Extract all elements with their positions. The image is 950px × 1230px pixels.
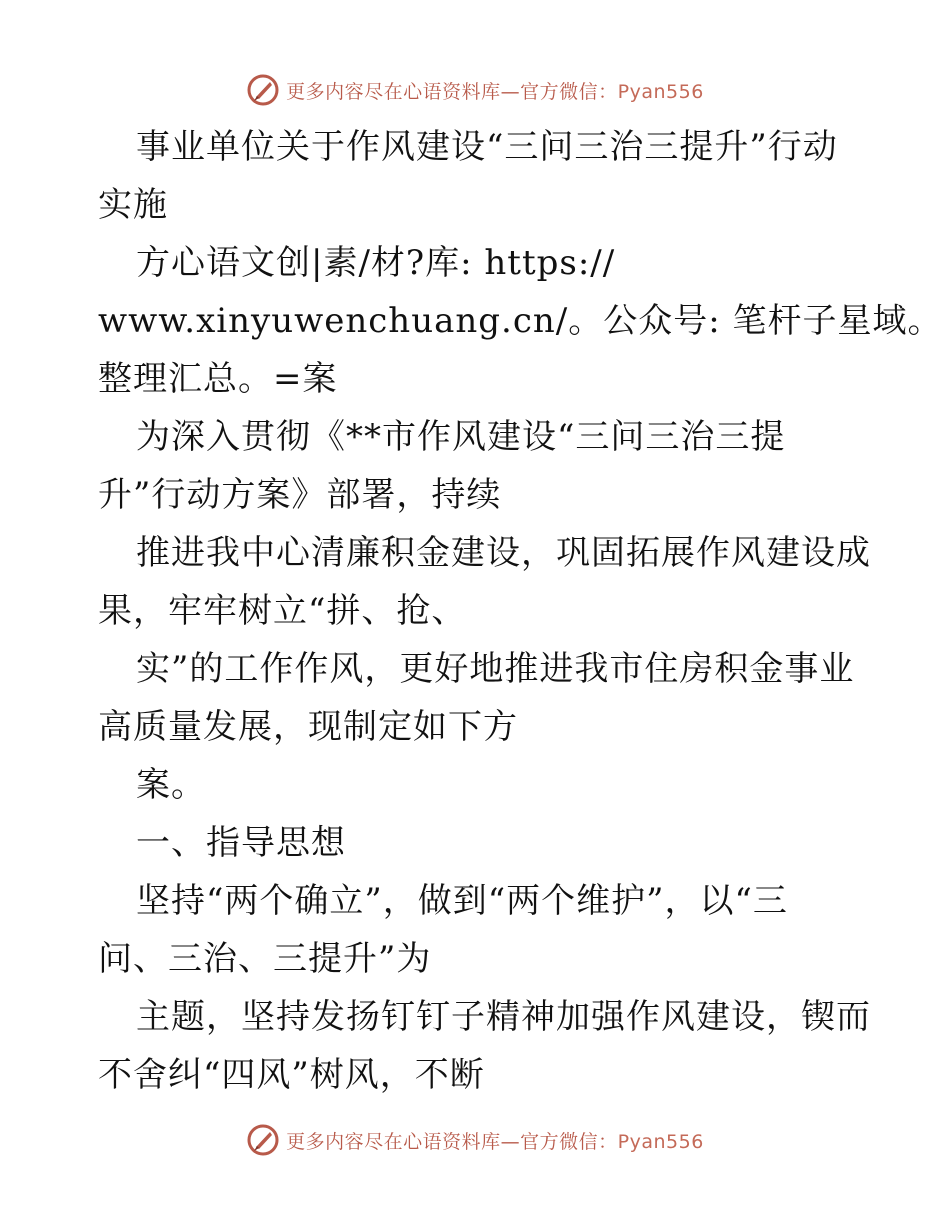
text-line: 问、三治、三提升”为 xyxy=(98,939,432,979)
watermark-text: 更多内容尽在心语资料库—官方微信：Pyan556 xyxy=(286,80,704,103)
text-line: 推进我中心清廉积金建设，巩固拓展作风建设成 xyxy=(136,533,871,573)
text-line: 不舍纠“四风”树风，不断 xyxy=(98,1055,485,1095)
quill-logo-icon xyxy=(246,73,280,107)
text-line: 实”的工作作风，更好地推进我市住房积金事业 xyxy=(136,649,855,689)
text-line: 坚持“两个确立”，做到“两个维护”，以“三 xyxy=(136,881,788,921)
text-line: 为深入贯彻《**市作风建设“三问三治三提 xyxy=(136,417,786,457)
text-line: 实施 xyxy=(98,185,168,225)
text-line: 案。 xyxy=(136,765,206,805)
text-line: 整理汇总。=案 xyxy=(98,359,338,399)
text-line: 一、指导思想 xyxy=(136,823,346,863)
watermark-text: 更多内容尽在心语资料库—官方微信：Pyan556 xyxy=(286,1130,704,1153)
text-line: 升”行动方案》部署，持续 xyxy=(98,475,502,515)
text-line: 果，牢牢树立“拼、抢、 xyxy=(98,591,467,631)
text-line: 事业单位关于作风建设“三问三治三提升”行动 xyxy=(136,127,838,167)
text-line: 方心语文创|素/材?库: https:// xyxy=(136,243,616,283)
quill-logo-icon xyxy=(246,1123,280,1157)
header-watermark xyxy=(0,68,950,112)
text-line: 高质量发展，现制定如下方 xyxy=(98,707,518,747)
text-line: 主题，坚持发扬钉钉子精神加强作风建设，锲而 xyxy=(136,997,871,1037)
footer-watermark xyxy=(0,1118,950,1162)
document-body xyxy=(98,118,943,1104)
text-line: www.xinyuwenchuang.cn/。公众号: 笔杆子星域。 xyxy=(98,301,943,341)
